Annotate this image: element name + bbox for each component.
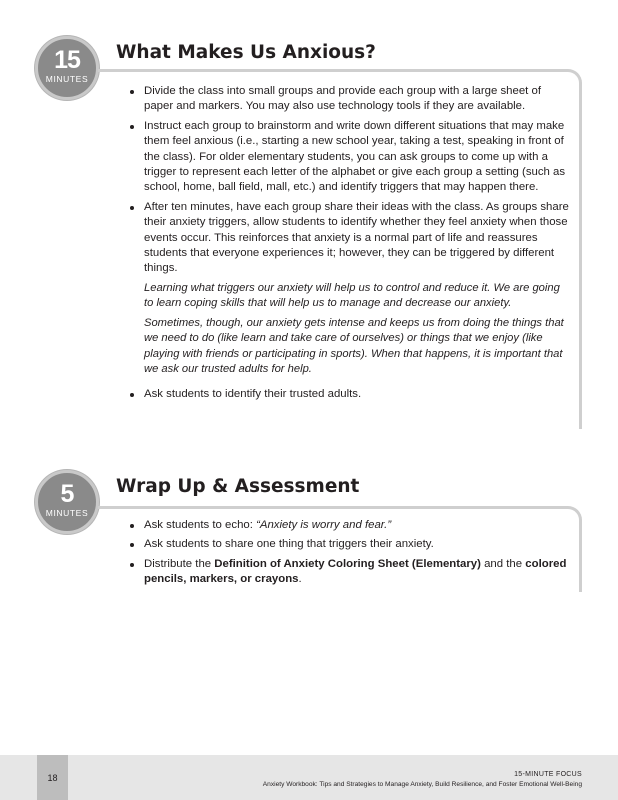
resource-name: Definition of Anxiety Coloring Sheet (Elementary) xyxy=(214,557,481,570)
badge-unit: MINUTES xyxy=(45,508,89,518)
list-item-text: Ask students to echo: xyxy=(144,519,257,531)
section-title: Wrap Up & Assessment xyxy=(116,476,360,497)
badge-unit: MINUTES xyxy=(45,74,89,84)
list-item xyxy=(130,200,570,277)
page-footer xyxy=(0,755,618,800)
section-what-makes-us-anxious xyxy=(0,36,618,436)
page-number: 18 xyxy=(47,773,58,783)
script-quote: Sometimes, though, our anxiety gets intense and keeps us from doing the things that we need to do (like learn and take care of ourselves) or things that we enjoy (like playing with friends or participating in sports). When that happens, it is important that we ask our trusted adults for help. xyxy=(144,316,564,375)
list-item-text: Distribute the xyxy=(144,557,215,570)
page-number-box xyxy=(37,755,68,800)
list-item-text: . xyxy=(298,573,302,586)
footer-brand: 15-MINUTE FOCUS xyxy=(514,771,582,778)
echo-quote: “Anxiety is worry and fear.” xyxy=(256,519,392,531)
section-title: What Makes Us Anxious? xyxy=(116,42,376,63)
list-item xyxy=(130,518,570,533)
materials-name: colored pencils, markers, or crayons xyxy=(144,557,567,586)
bullet-list xyxy=(130,84,570,407)
time-badge xyxy=(35,36,99,100)
section-wrap-up xyxy=(0,470,618,600)
footer-book-title: Anxiety Workbook: Tips and Strategies to Manage Anxiety, Build Resilience, and Foster Emotional Well-Being xyxy=(262,781,582,788)
bullet-list xyxy=(130,518,570,592)
list-item xyxy=(130,557,570,588)
list-item: Instruct each group to brainstorm and write down different situations that may make them feel anxious (i.e., starting a new school year, taking a test, speaking in front of the class). For older elementary students, you can ask groups to come up with a trigger to represent each letter of the alphabet or give each group a setting (such as school, home, ball field, mall, etc.) and identify triggers that may happen there. xyxy=(130,119,570,196)
list-item-text: After ten minutes, have each group share their ideas with the class. As groups share their anxiety triggers, allow students to identify whether they feel anxiety when those events occur. This reinforces that anxiety is a normal part of life and reassures students that everyone experiences it; however, they can be triggered by different things. xyxy=(144,200,569,275)
list-item: Ask students to identify their trusted adults. xyxy=(130,387,570,402)
script-quote: Learning what triggers our anxiety will help us to control and reduce it. We are going to learn coping skills that will help us to manage and decrease our anxiety. xyxy=(144,281,560,310)
list-item-text: and the xyxy=(480,557,526,570)
list-item: Ask students to share one thing that triggers their anxiety. xyxy=(130,537,570,552)
time-badge xyxy=(35,470,99,534)
badge-number: 5 xyxy=(60,480,74,508)
list-item: Divide the class into small groups and provide each group with a large sheet of paper and markers. You may also use technology tools if they are available. xyxy=(130,84,570,115)
badge-number: 15 xyxy=(54,46,80,74)
